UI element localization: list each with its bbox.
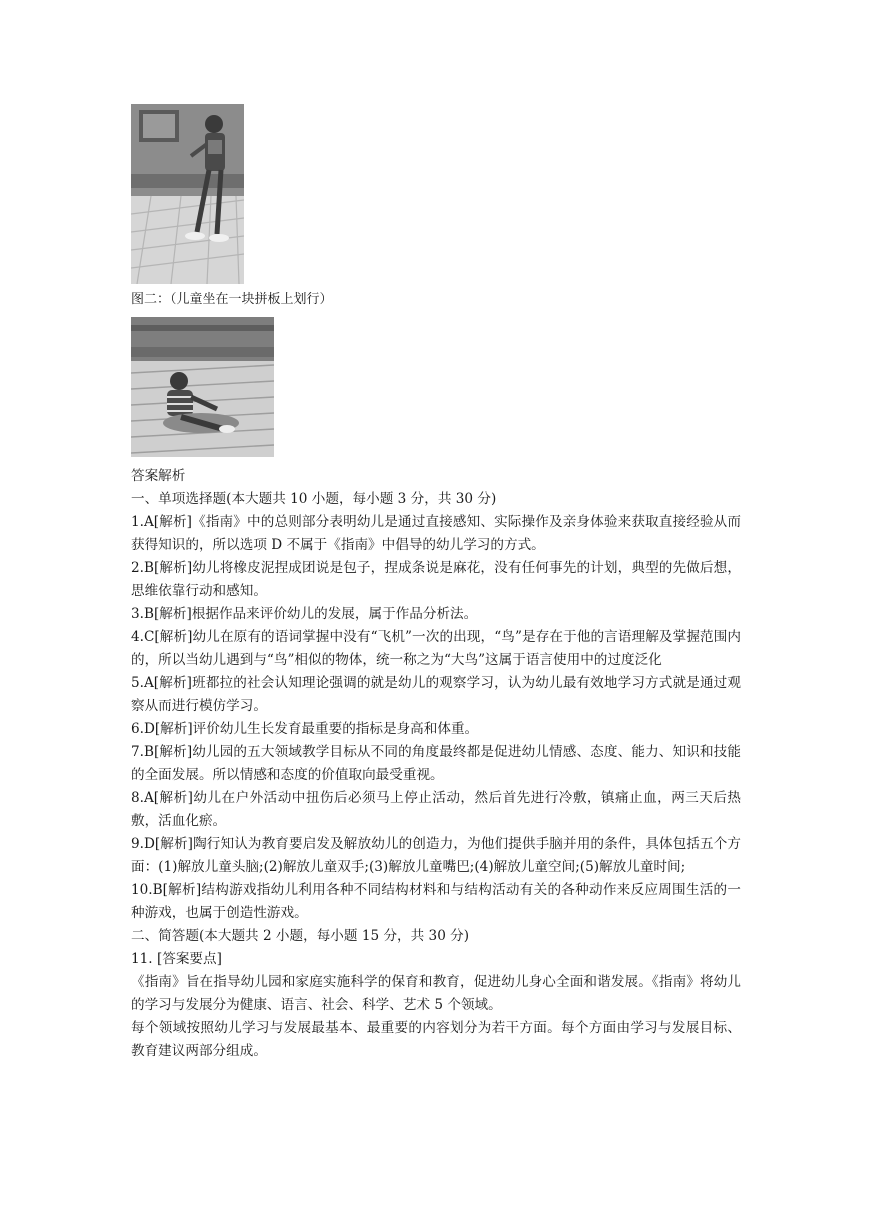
document-page: [131, 104, 741, 1063]
answer-q2: 2.B[解析]幼儿将橡皮泥捏成团说是包子，捏成条说是麻花，没有任何事先的计划，典型的先做后想，思维依靠行动和感知。: [131, 560, 741, 599]
answer-q6: 6.D[解析]评价幼儿生长发育最重要的指标是身高和体重。: [131, 721, 479, 737]
answer-q3: 3.B[解析]根据作品来评价幼儿的发展，属于作品分析法。: [131, 606, 478, 622]
photo-image: [131, 104, 244, 284]
photo-child-on-board: [131, 317, 741, 457]
answer-q5: 5.A[解析]班都拉的社会认知理论强调的就是幼儿的观察学习，认为幼儿最有效地学习方式就是通过观察从而进行模仿学习。: [131, 675, 741, 714]
answer-q10: 10.B[解析]结构游戏指幼儿利用各种不同结构材料和与结构活动有关的各种动作来反应周围生活的一种游戏，也属于创造性游戏。: [131, 882, 741, 921]
photo-image: [131, 317, 274, 457]
answer-q4: 4.C[解析]幼儿在原有的语词掌握中没有“飞机”一次的出现，“鸟”是存在于他的言语理解及掌握范围内的，所以当幼儿遇到与“鸟”相似的物体，统一称之为“大鸟”这属于语言使用中的过度泛化: [131, 629, 741, 668]
section2-title: 二、简答题(本大题共 2 小题，每小题 15 分，共 30 分): [131, 928, 470, 944]
answer-q1: 1.A[解析]《指南》中的总则部分表明幼儿是通过直接感知、实际操作及亲身体验来获取直接经验从而获得知识的，所以选项 D 不属于《指南》中倡导的幼儿学习的方式。: [131, 514, 741, 553]
answer-q8: 8.A[解析]幼儿在户外活动中扭伤后必须马上停止活动，然后首先进行冷敷，镇痛止血，两三天后热敷，活血化瘀。: [131, 790, 741, 829]
answer-q7: 7.B[解析]幼儿园的五大领域教学目标从不同的角度最终都是促进幼儿情感、态度、能力、知识和技能的全面发展。所以情感和态度的价值取向最受重视。: [131, 744, 741, 783]
answer-q9: 9.D[解析]陶行知认为教育要启发及解放幼儿的创造力，为他们提供手脑并用的条件，具体包括五个方面：(1)解放儿童头脑;(2)解放儿童双手;(3)解放儿童嘴巴;(4)解放儿童空间;(5)解放儿童时间;: [131, 836, 741, 875]
section1-title: 一、单项选择题(本大题共 10 小题，每小题 3 分，共 30 分): [131, 491, 497, 507]
answer-q11-title: 11. [答案要点]: [131, 951, 222, 967]
answers-title: 答案解析: [131, 468, 186, 484]
answer-q11-paragraph-1: 《指南》旨在指导幼儿园和家庭实施科学的保育和教育，促进幼儿身心全面和谐发展。《指南》将幼儿的学习与发展分为健康、语言、社会、科学、艺术 5 个领域。: [131, 974, 741, 1013]
answer-q11-paragraph-2: 每个领域按照幼儿学习与发展最基本、最重要的内容划分为若干方面。每个方面由学习与发展目标、教育建议两部分组成。: [131, 1020, 741, 1059]
figure-caption: 图二：（儿童坐在一块拼板上划行）: [131, 292, 333, 307]
photo-child-standing-on-board: [131, 104, 741, 284]
